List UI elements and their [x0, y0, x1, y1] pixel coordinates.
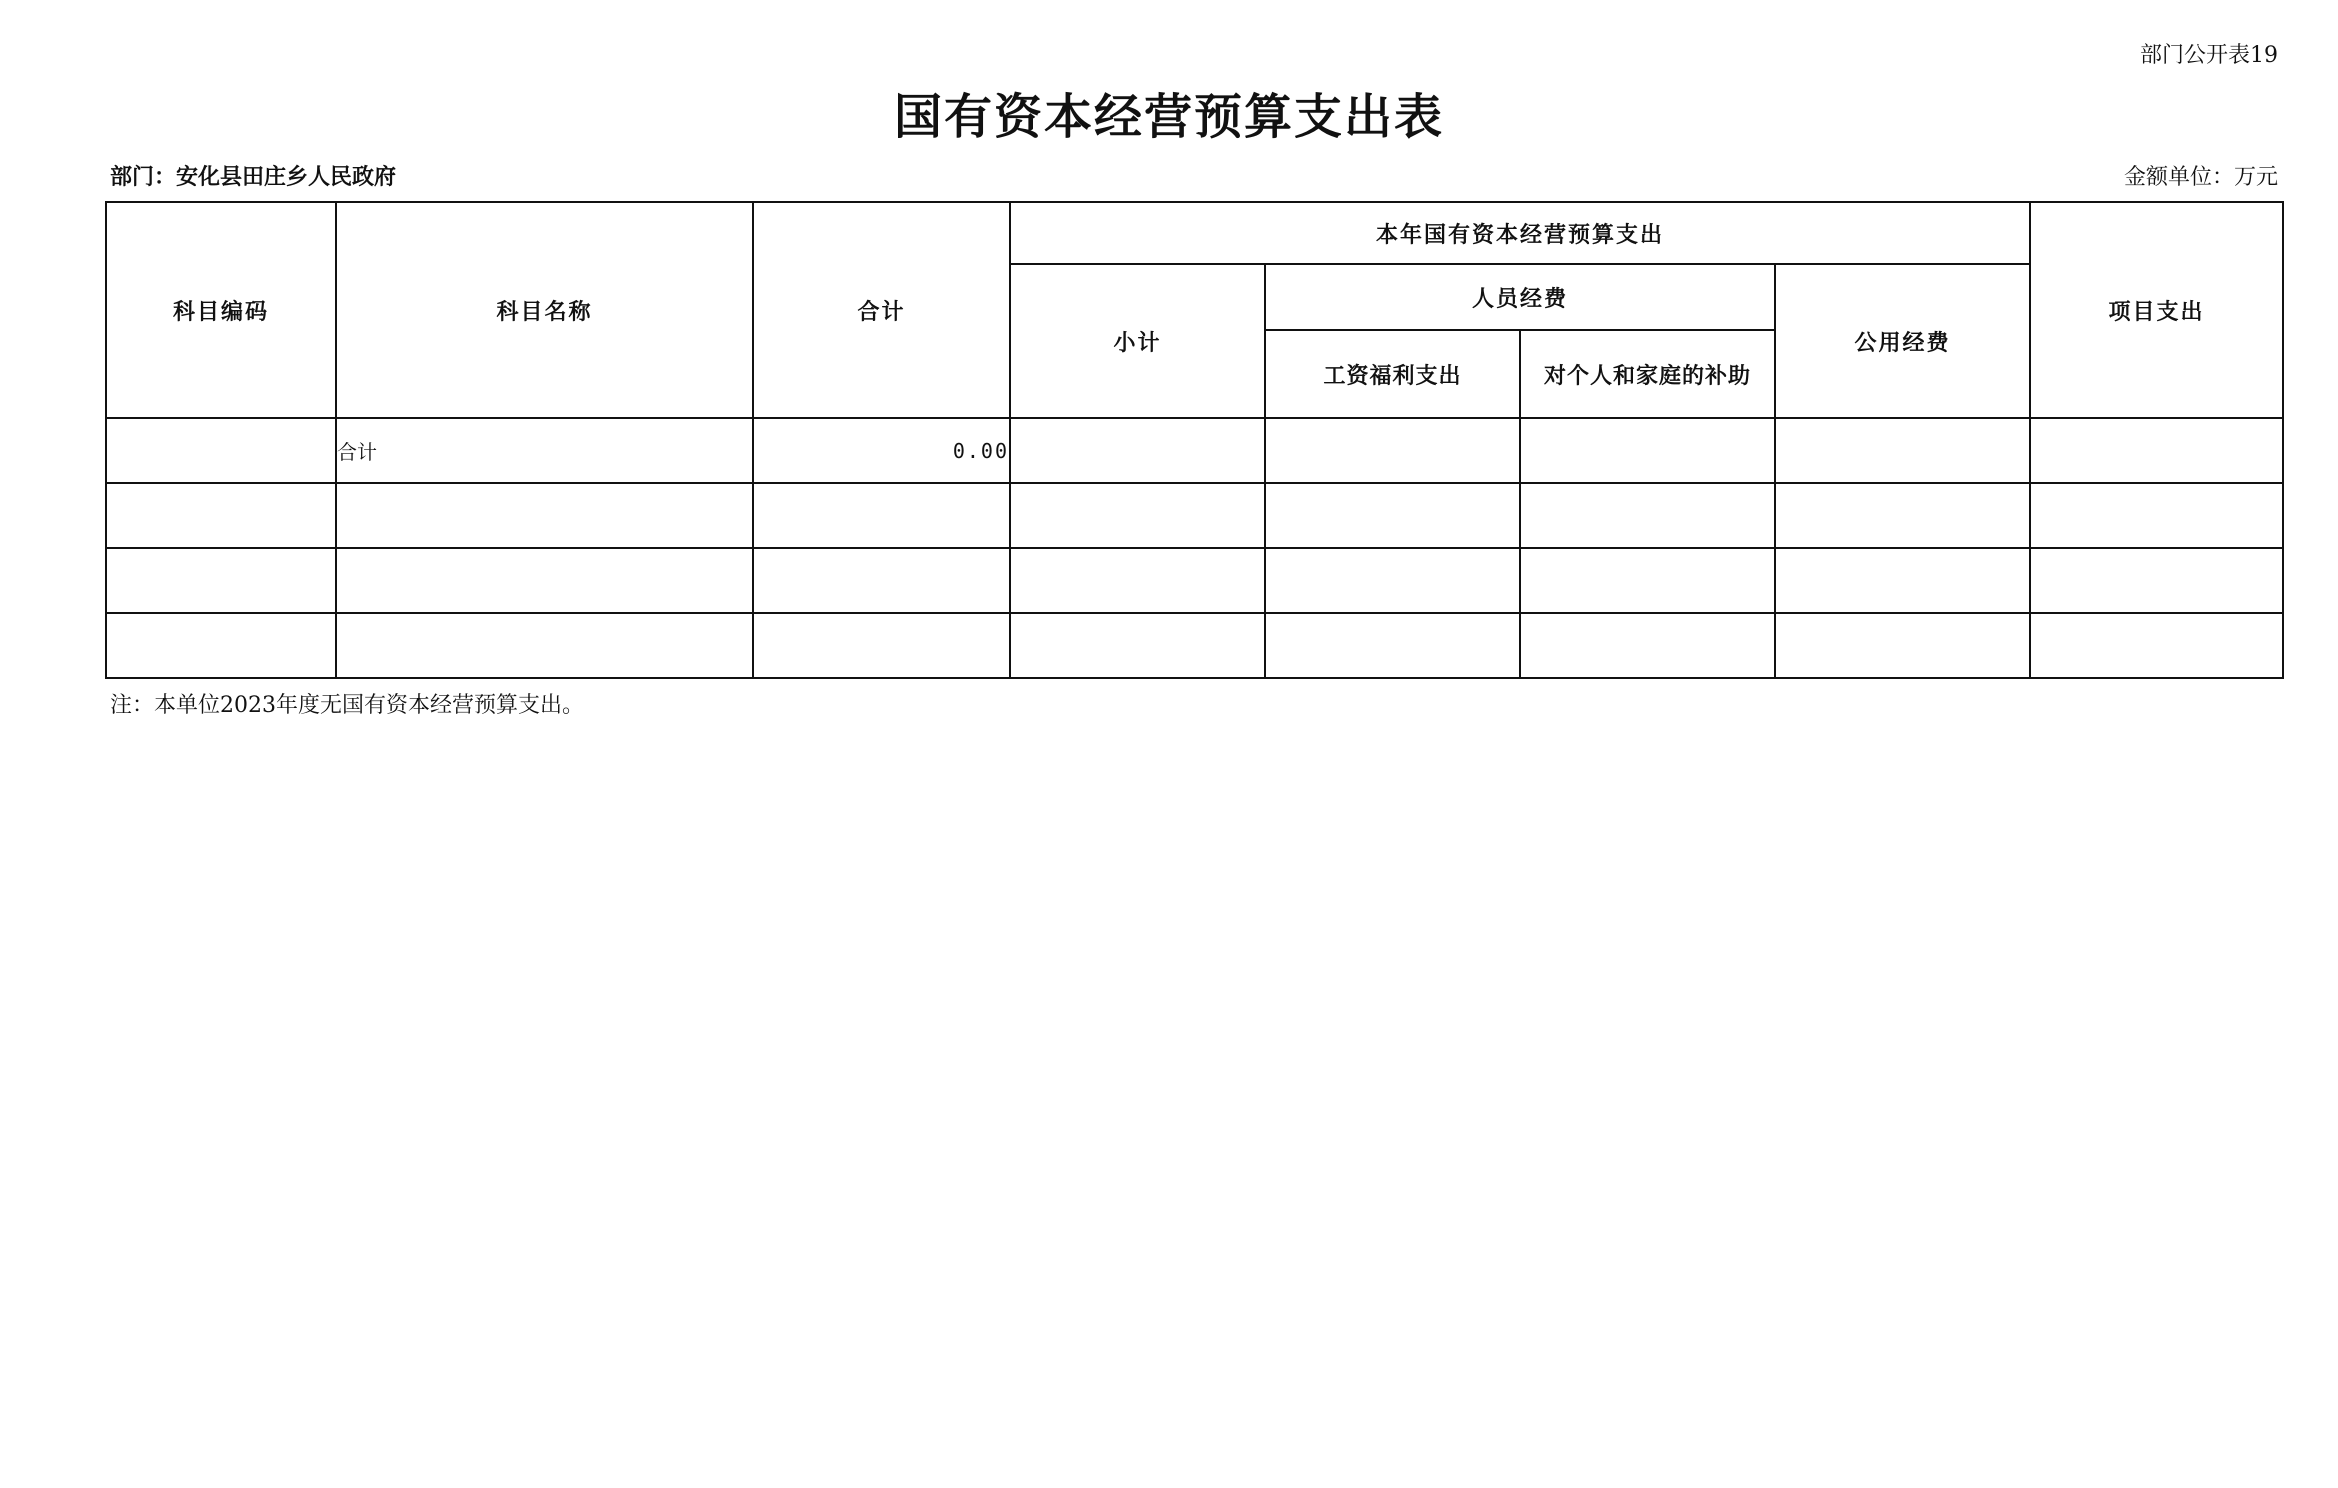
cell-code	[106, 418, 336, 483]
cell-public	[1775, 418, 2030, 483]
header-current-year: 本年国有资本经营预算支出	[1010, 202, 2030, 264]
cell-code	[106, 548, 336, 613]
table-row	[106, 548, 2283, 613]
header-name: 科目名称	[336, 202, 753, 418]
cell-subtotal	[1010, 483, 1265, 548]
cell-project	[2030, 418, 2283, 483]
header-total: 合计	[753, 202, 1010, 418]
cell-subtotal	[1010, 548, 1265, 613]
table-row	[106, 418, 2283, 483]
department-label: 部门：安化县田庄乡人民政府	[110, 165, 397, 190]
cell-subsidy	[1520, 483, 1775, 548]
footnote: 注：本单位2023年度无国有资本经营预算支出。	[110, 693, 584, 718]
table-row	[106, 613, 2283, 678]
cell-salary	[1265, 483, 1520, 548]
cell-name	[336, 483, 753, 548]
cell-project	[2030, 613, 2283, 678]
cell-salary	[1265, 613, 1520, 678]
cell-public	[1775, 613, 2030, 678]
header-personnel: 人员经费	[1265, 264, 1775, 330]
cell-code	[106, 613, 336, 678]
table-row	[106, 483, 2283, 548]
header-subsidy: 对个人和家庭的补助	[1520, 330, 1775, 418]
cell-project	[2030, 483, 2283, 548]
cell-subsidy	[1520, 548, 1775, 613]
cell-public	[1775, 548, 2030, 613]
header-project: 项目支出	[2030, 202, 2283, 418]
cell-subsidy	[1520, 613, 1775, 678]
page-title: 国有资本经营预算支出表	[893, 89, 1444, 145]
cell-name	[336, 613, 753, 678]
cell-total	[753, 613, 1010, 678]
cell-subsidy	[1520, 418, 1775, 483]
header-subtotal: 小计	[1010, 264, 1265, 418]
budget-table	[105, 201, 2284, 679]
cell-subtotal	[1010, 418, 1265, 483]
cell-project	[2030, 548, 2283, 613]
header-public: 公用经费	[1775, 264, 2030, 418]
cell-total	[753, 548, 1010, 613]
cell-total	[753, 483, 1010, 548]
cell-total: 0.00	[753, 418, 1010, 483]
cell-public	[1775, 483, 2030, 548]
cell-salary	[1265, 418, 1520, 483]
cell-name	[336, 548, 753, 613]
cell-name: 合计	[336, 418, 753, 483]
page-tag: 部门公开表19	[2140, 43, 2278, 68]
header-code: 科目编码	[106, 202, 336, 418]
header-salary: 工资福利支出	[1265, 330, 1520, 418]
cell-code	[106, 483, 336, 548]
cell-subtotal	[1010, 613, 1265, 678]
cell-salary	[1265, 548, 1520, 613]
unit-label: 金额单位：万元	[2123, 165, 2278, 190]
